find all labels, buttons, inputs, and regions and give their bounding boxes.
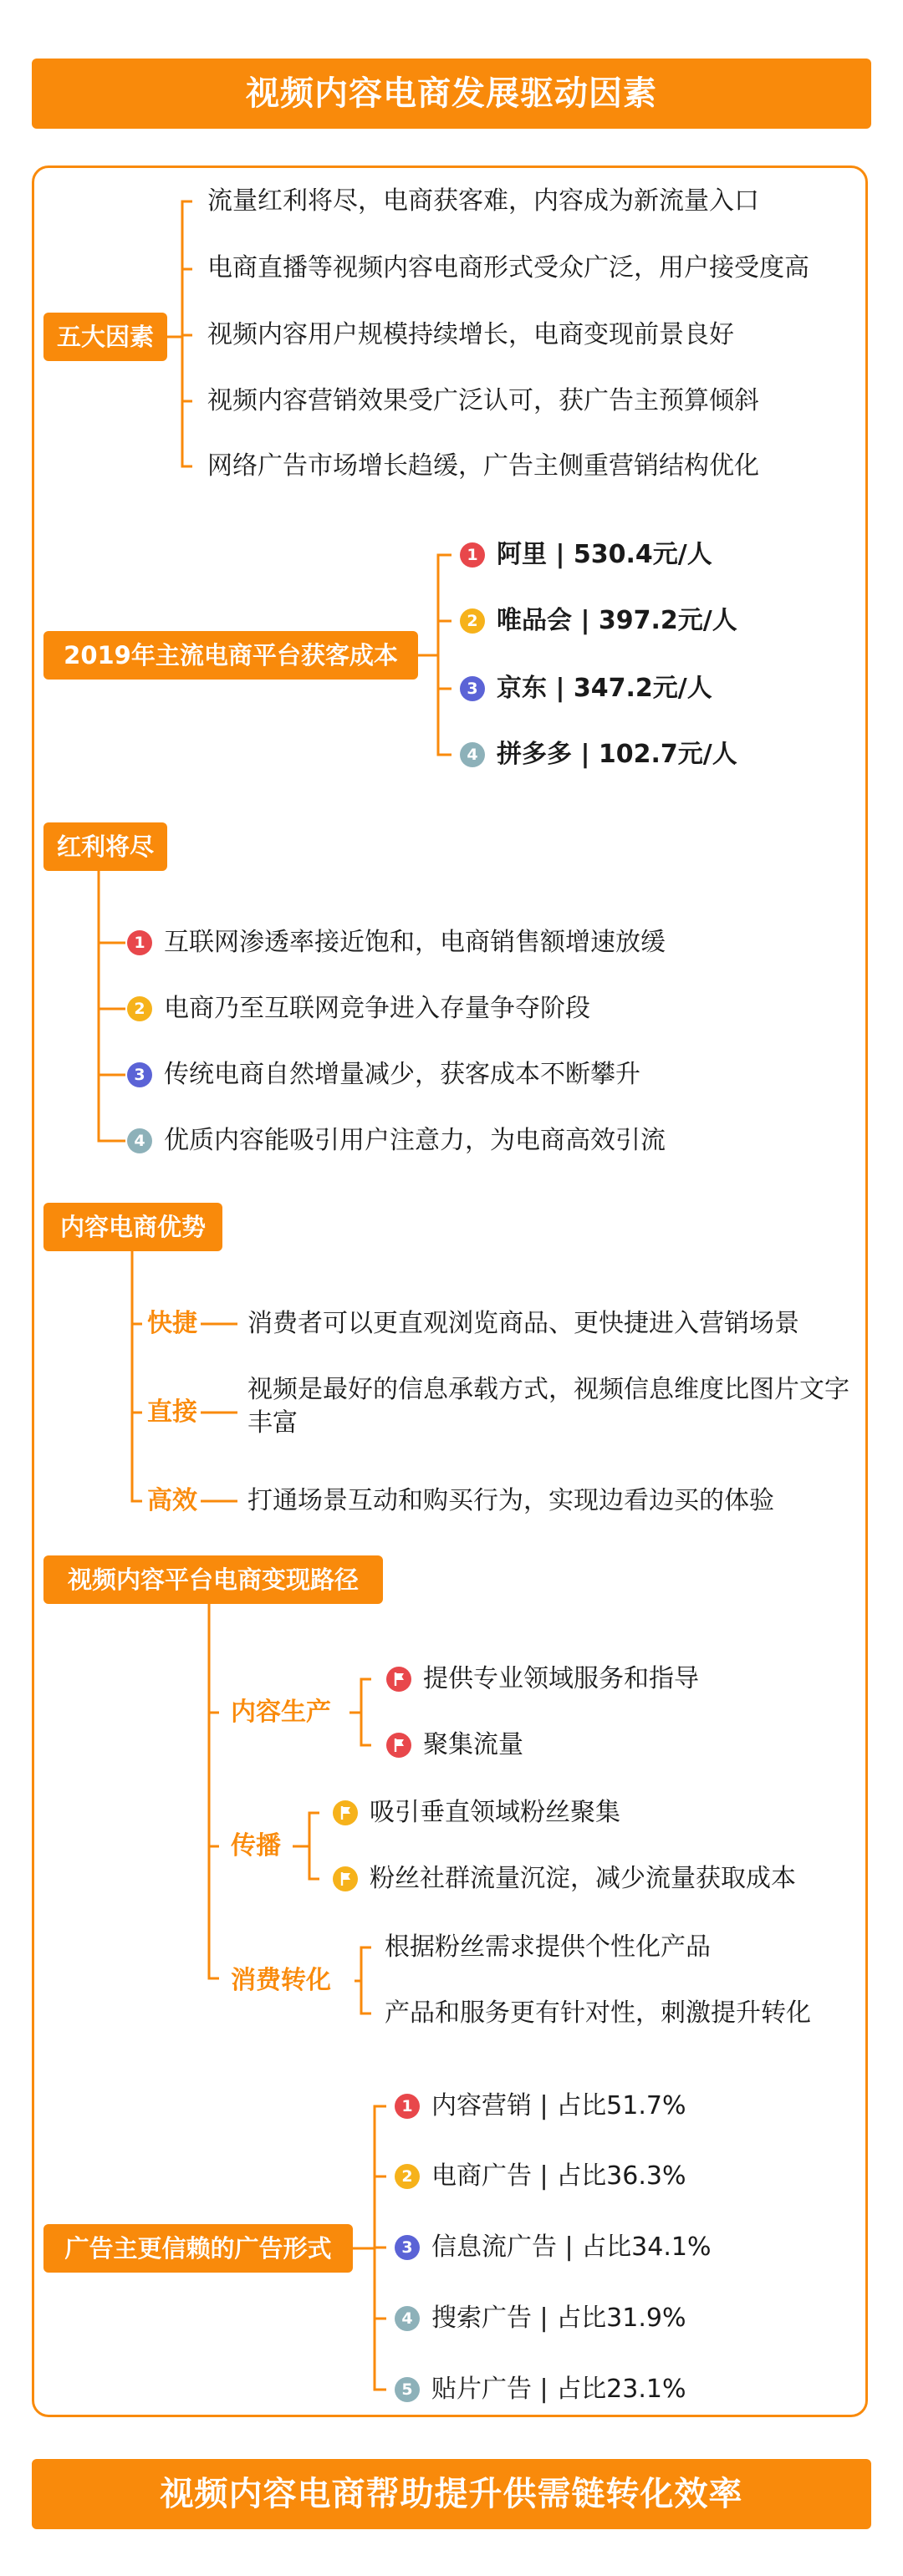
ad-form-item: 信息流广告 | 占比34.1% bbox=[431, 2232, 712, 2262]
ad-form-item: 内容营销 | 占比51.7% bbox=[431, 2091, 686, 2120]
number-badge: 4 bbox=[395, 2306, 420, 2331]
dividend-item: 互联网渗透率接近饱和，电商销售额增速放缓 bbox=[164, 928, 666, 957]
number-badge: 3 bbox=[127, 1062, 152, 1087]
monetization-item: 提供专业领域服务和指导 bbox=[423, 1664, 699, 1693]
advantage-key: 高效 bbox=[147, 1486, 197, 1515]
dividend-label: 红利将尽 bbox=[43, 822, 167, 871]
dividend-item: 电商乃至互联网竞争进入存量争夺阶段 bbox=[164, 994, 590, 1023]
dividend-item: 传统电商自然增量减少，获客成本不断攀升 bbox=[164, 1060, 640, 1089]
monetization-item: 吸引垂直领域粉丝聚集 bbox=[370, 1798, 620, 1827]
monetization-group-name: 消费转化 bbox=[231, 1966, 331, 1995]
five-factor-item: 电商直播等视频内容电商形式受众广泛，用户接受度高 bbox=[207, 253, 809, 283]
monetization-item: 产品和服务更有针对性，刺激提升转化 bbox=[385, 1998, 811, 2028]
acquisition-cost-item: 京东 | 347.2元/人 bbox=[497, 674, 712, 703]
number-badge: 4 bbox=[127, 1128, 152, 1153]
number-badge: 1 bbox=[127, 930, 152, 955]
five-factor-item: 视频内容营销效果受广泛认可，获广告主预算倾斜 bbox=[207, 386, 759, 415]
number-badge: 2 bbox=[460, 608, 485, 634]
header-banner: 视频内容电商发展驱动因素 bbox=[32, 59, 871, 129]
five-factor-item: 流量红利将尽，电商获客难，内容成为新流量入口 bbox=[207, 186, 759, 216]
number-badge: 5 bbox=[395, 2377, 420, 2402]
number-badge: 1 bbox=[395, 2094, 420, 2119]
flag-icon bbox=[333, 1866, 358, 1891]
monetization-group-name: 内容生产 bbox=[231, 1698, 331, 1727]
number-badge: 4 bbox=[460, 742, 485, 767]
flag-icon bbox=[386, 1733, 411, 1758]
five-factor-item: 视频内容用户规模持续增长，电商变现前景良好 bbox=[207, 320, 734, 349]
acquisition-cost-item: 阿里 | 530.4元/人 bbox=[497, 540, 712, 569]
acquisition-cost-item: 唯品会 | 397.2元/人 bbox=[497, 606, 737, 635]
dividend-item: 优质内容能吸引用户注意力，为电商高效引流 bbox=[164, 1126, 666, 1155]
advantage-text: 视频是最好的信息承载方式，视频信息维度比图片文字丰富 bbox=[247, 1375, 849, 1438]
ad-form-item: 电商广告 | 占比36.3% bbox=[431, 2161, 686, 2191]
acquisition-cost-item: 拼多多 | 102.7元/人 bbox=[497, 740, 737, 769]
monetization-group-name: 传播 bbox=[231, 1831, 281, 1861]
flag-icon bbox=[333, 1800, 358, 1825]
advantage-key: 直接 bbox=[147, 1397, 197, 1427]
advantage-text: 打通场景互动和购买行为，实现边看边买的体验 bbox=[247, 1486, 774, 1515]
monetization-label: 视频内容平台电商变现路径 bbox=[43, 1555, 383, 1604]
monetization-item: 粉丝社群流量沉淀，减少流量获取成本 bbox=[370, 1864, 796, 1893]
number-badge: 1 bbox=[460, 542, 485, 568]
number-badge: 3 bbox=[395, 2235, 420, 2260]
flag-icon bbox=[386, 1667, 411, 1692]
ad-form-item: 搜索广告 | 占比31.9% bbox=[431, 2304, 686, 2333]
monetization-item: 根据粉丝需求提供个性化产品 bbox=[385, 1932, 711, 1962]
number-badge: 2 bbox=[395, 2164, 420, 2189]
advantage-key: 快捷 bbox=[147, 1309, 197, 1338]
number-badge: 2 bbox=[127, 996, 152, 1021]
ad-form-item: 贴片广告 | 占比23.1% bbox=[431, 2375, 686, 2404]
five-factor-item: 网络广告市场增长趋缓，广告主侧重营销结构优化 bbox=[207, 451, 759, 481]
advantages-label: 内容电商优势 bbox=[43, 1203, 222, 1251]
footer-banner: 视频内容电商帮助提升供需链转化效率 bbox=[32, 2459, 871, 2529]
advantage-text: 消费者可以更直观浏览商品、更快捷进入营销场景 bbox=[247, 1309, 799, 1338]
acquisition-cost-label: 2019年主流电商平台获客成本 bbox=[43, 631, 418, 680]
ad-forms-label: 广告主更信赖的广告形式 bbox=[43, 2224, 353, 2273]
number-badge: 3 bbox=[460, 676, 485, 701]
monetization-item: 聚集流量 bbox=[423, 1730, 523, 1759]
five-factors-label: 五大因素 bbox=[43, 313, 167, 361]
